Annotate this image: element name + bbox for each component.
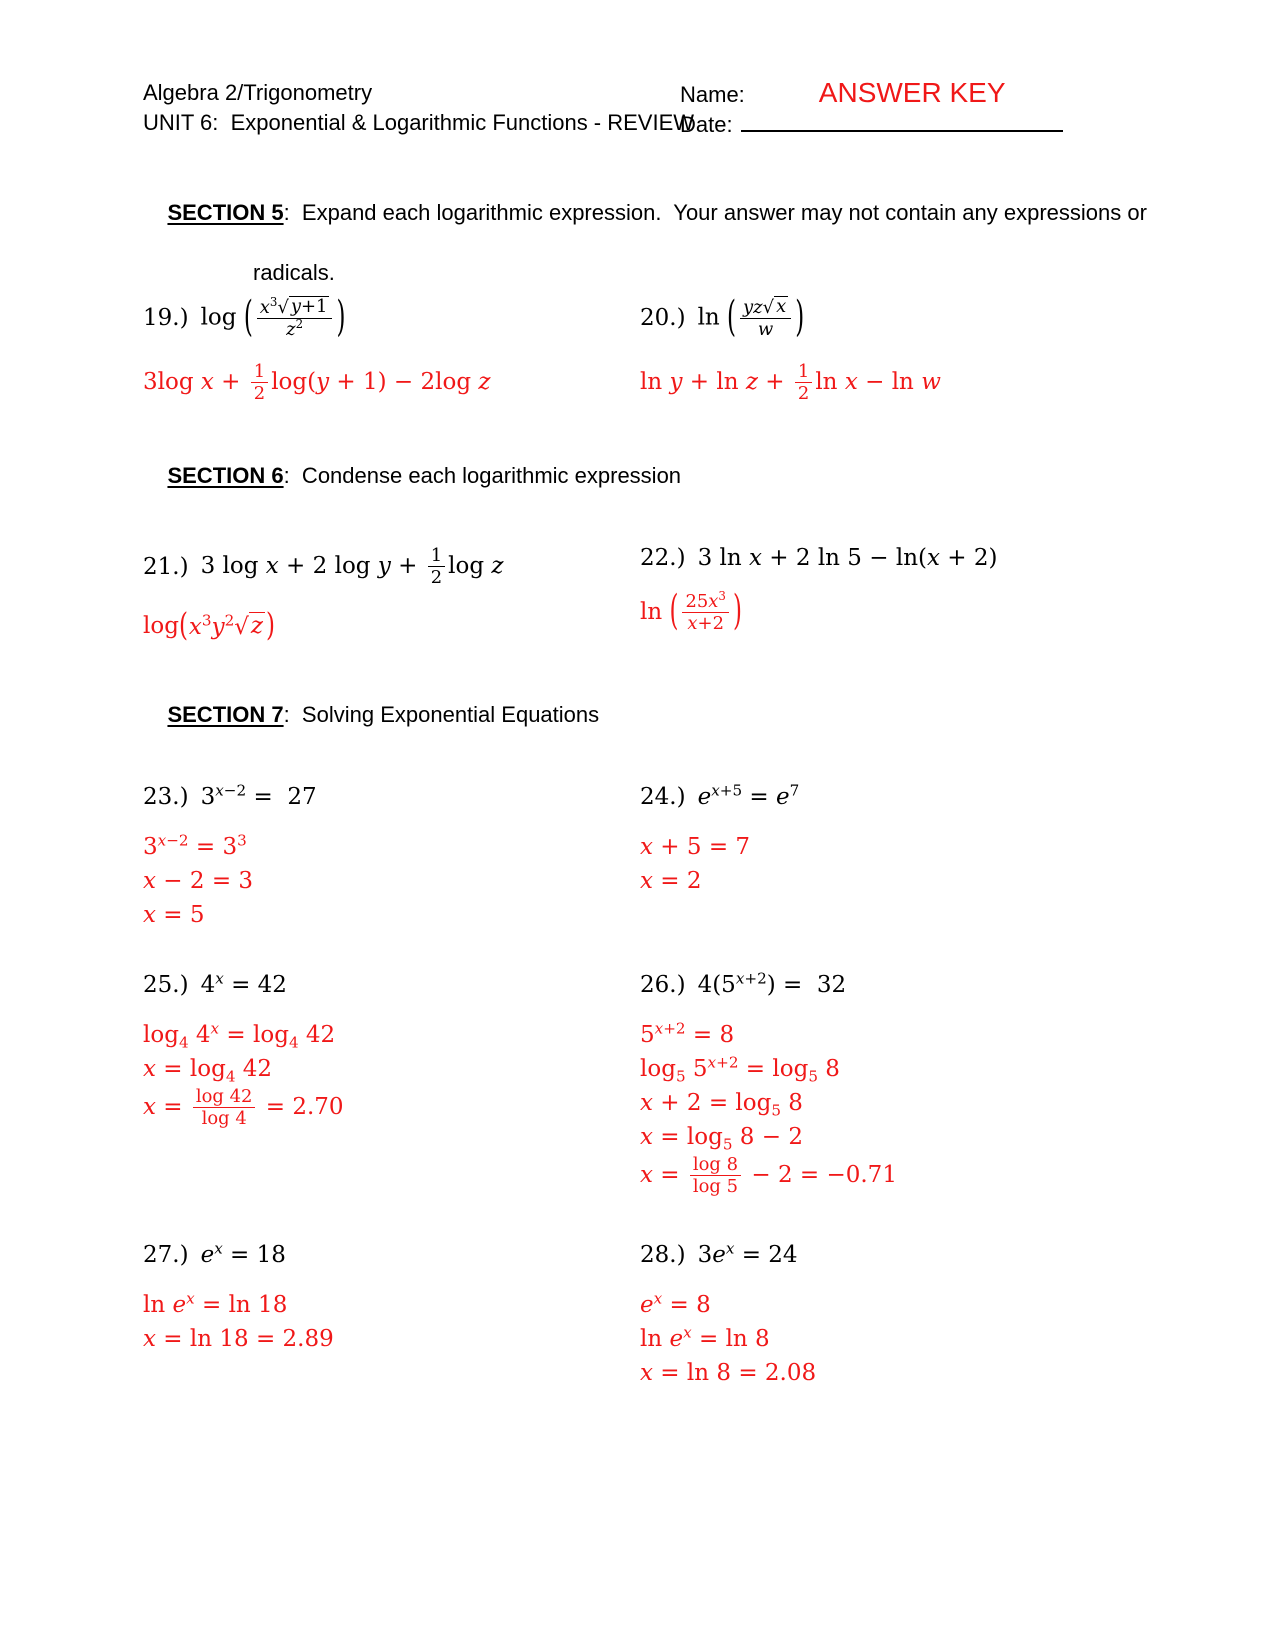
problem-21 [143,545,640,644]
section-7-description: : Solving Exponential Equations [283,701,600,727]
problem-28-answer [640,1288,1175,1390]
problem-23-number: 23.) [143,783,189,810]
section-5-description-continuation: radicals. [253,260,335,285]
answer-line: $\log_4 4^x = \log_4 42$ [143,1019,336,1052]
problem-19-question [143,293,640,342]
problem-25-question [143,969,640,998]
header [143,78,1175,140]
problem-22 [640,545,1175,635]
answer-line: $x = \log_4 42$ [143,1055,273,1086]
problem-27-question [143,1239,640,1268]
problem-23-question [143,781,640,810]
problem-26-question [640,969,1175,998]
answer-line: x = ln 18 = 2.89 [143,1325,334,1352]
problem-27 [143,1239,640,1356]
problem-24-expression: $e^{x+5} = e^7$ [697,781,800,810]
problem-23 [143,781,640,932]
answer-line: $\ln e^x = \ln 8$ [640,1323,770,1352]
answer-line: ln y + ln z + $\frac{1}{2}$ ln x − ln w [640,360,941,405]
problem-25-answer [143,1018,640,1130]
problem-24-number: 24.) [640,783,686,810]
answer-key-value: ANSWER KEY [818,77,1006,108]
problem-26-number: 26.) [640,971,686,998]
section-6-description: : Condense each logarithmic expression [283,462,682,488]
section-5-name: SECTION 5 [167,200,284,225]
problem-20-question [640,293,1175,342]
answer-line: log ( $x^3y^2$ √ z ) [143,608,275,644]
problem-21-expression: 3 log x + 2 log y + $\frac{1}{2}$ log z [200,544,504,589]
date-label: Date: [680,112,733,137]
answer-line: x − 2 = 3 [143,867,254,894]
problem-22-expression: 3 ln x + 2 ln 5 − ln(x + 2) [697,544,998,571]
problem-24-answer [640,830,1175,898]
section-5-description: : Expand each logarithmic expression. Your answer may not contain any expressions or [283,200,1147,225]
answer-line: x = 2 [640,867,702,894]
problem-26 [640,969,1175,1198]
answer-line: $3^{x-2} = 3^3$ [143,831,247,860]
problem-22-answer [640,588,1175,635]
section-6-name: SECTION 6 [167,462,284,488]
answer-line: x + 5 = 7 [640,833,751,860]
problem-22-question [640,545,1175,571]
section-6-heading [143,431,1175,521]
section-7-heading [143,670,1175,760]
answer-line: $x + 2 = \log_5 8$ [640,1089,803,1120]
problems-row-21-22 [143,545,1175,644]
problem-25-number: 25.) [143,971,189,998]
problem-28-expression: $3e^x = 24$ [697,1239,798,1268]
problem-20-number: 20.) [640,305,686,332]
problem-27-answer [143,1288,640,1356]
problem-28-question [640,1239,1175,1268]
problems-row-25-26 [143,969,1175,1198]
answer-line: $\ln e^x = \ln 18$ [143,1289,288,1318]
problem-25 [143,969,640,1130]
problem-22-number: 22.) [640,544,686,571]
answer-line: $e^x = 8$ [640,1289,711,1318]
header-right [680,78,1175,140]
answer-line: $5^{x+2} = 8$ [640,1019,735,1048]
answer-line: 3log x + $\frac{1}{2}$ log(y + 1) − 2log z [143,360,491,405]
problem-21-number: 21.) [143,553,189,580]
problem-26-expression: $4(5^{x+2}) = 32$ [697,969,847,998]
answer-line: $\log_5 5^{x+2} = \log_5 8$ [640,1053,840,1086]
problem-26-answer [640,1018,1175,1198]
problem-25-expression: $4^x = 42$ [200,969,287,998]
problem-27-expression: $e^x = 18$ [200,1239,286,1268]
problem-27-number: 27.) [143,1241,189,1268]
problem-19 [143,293,640,405]
problem-19-number: 19.) [143,305,189,332]
name-row [680,78,1175,110]
problem-21-answer [143,609,640,644]
problems-row-19-20 [143,293,1175,405]
problems-row-27-28 [143,1239,1175,1390]
date-row [680,110,1175,140]
answer-line: x = $\frac{\log 42}{\log 4}$ = 2.70 [143,1085,344,1130]
problem-20 [640,293,1175,405]
problem-20-expression: ln ( yz √ x w ) [697,293,805,342]
problem-23-answer [143,830,640,932]
section-7-name: SECTION 7 [167,701,284,727]
name-label: Name: [680,82,745,107]
unit-title: UNIT 6: Exponential & Logarithmic Functions - REVIEW [143,110,695,135]
problem-23-expression: $3^{x-2} = 27$ [200,781,317,810]
problem-19-answer [143,361,640,405]
section-5-heading [143,168,1175,258]
problem-28 [640,1239,1175,1390]
answer-line: x = ln 8 = 2.08 [640,1359,817,1386]
date-blank-line [741,110,1063,132]
answer-line: ln ( $\frac{25x^3}{x+2}$ ) [640,588,742,635]
answer-line: $x = \log_5 8 - 2$ [640,1123,803,1154]
problem-24 [640,781,1175,898]
course-title: Algebra 2/Trigonometry [143,80,373,105]
problems-row-23-24 [143,781,1175,932]
problem-28-number: 28.) [640,1241,686,1268]
answer-line: x = 5 [143,901,205,928]
header-left [143,78,695,140]
problem-24-question [640,781,1175,810]
problem-19-expression: log ( $x^3$ √ y+1 $z^2$ ) [200,293,346,342]
problem-21-question [143,545,640,589]
answer-line: x = $\frac{\log 8}{\log 5}$ − 2 = −0.71 [640,1153,897,1198]
problem-20-answer [640,361,1175,405]
